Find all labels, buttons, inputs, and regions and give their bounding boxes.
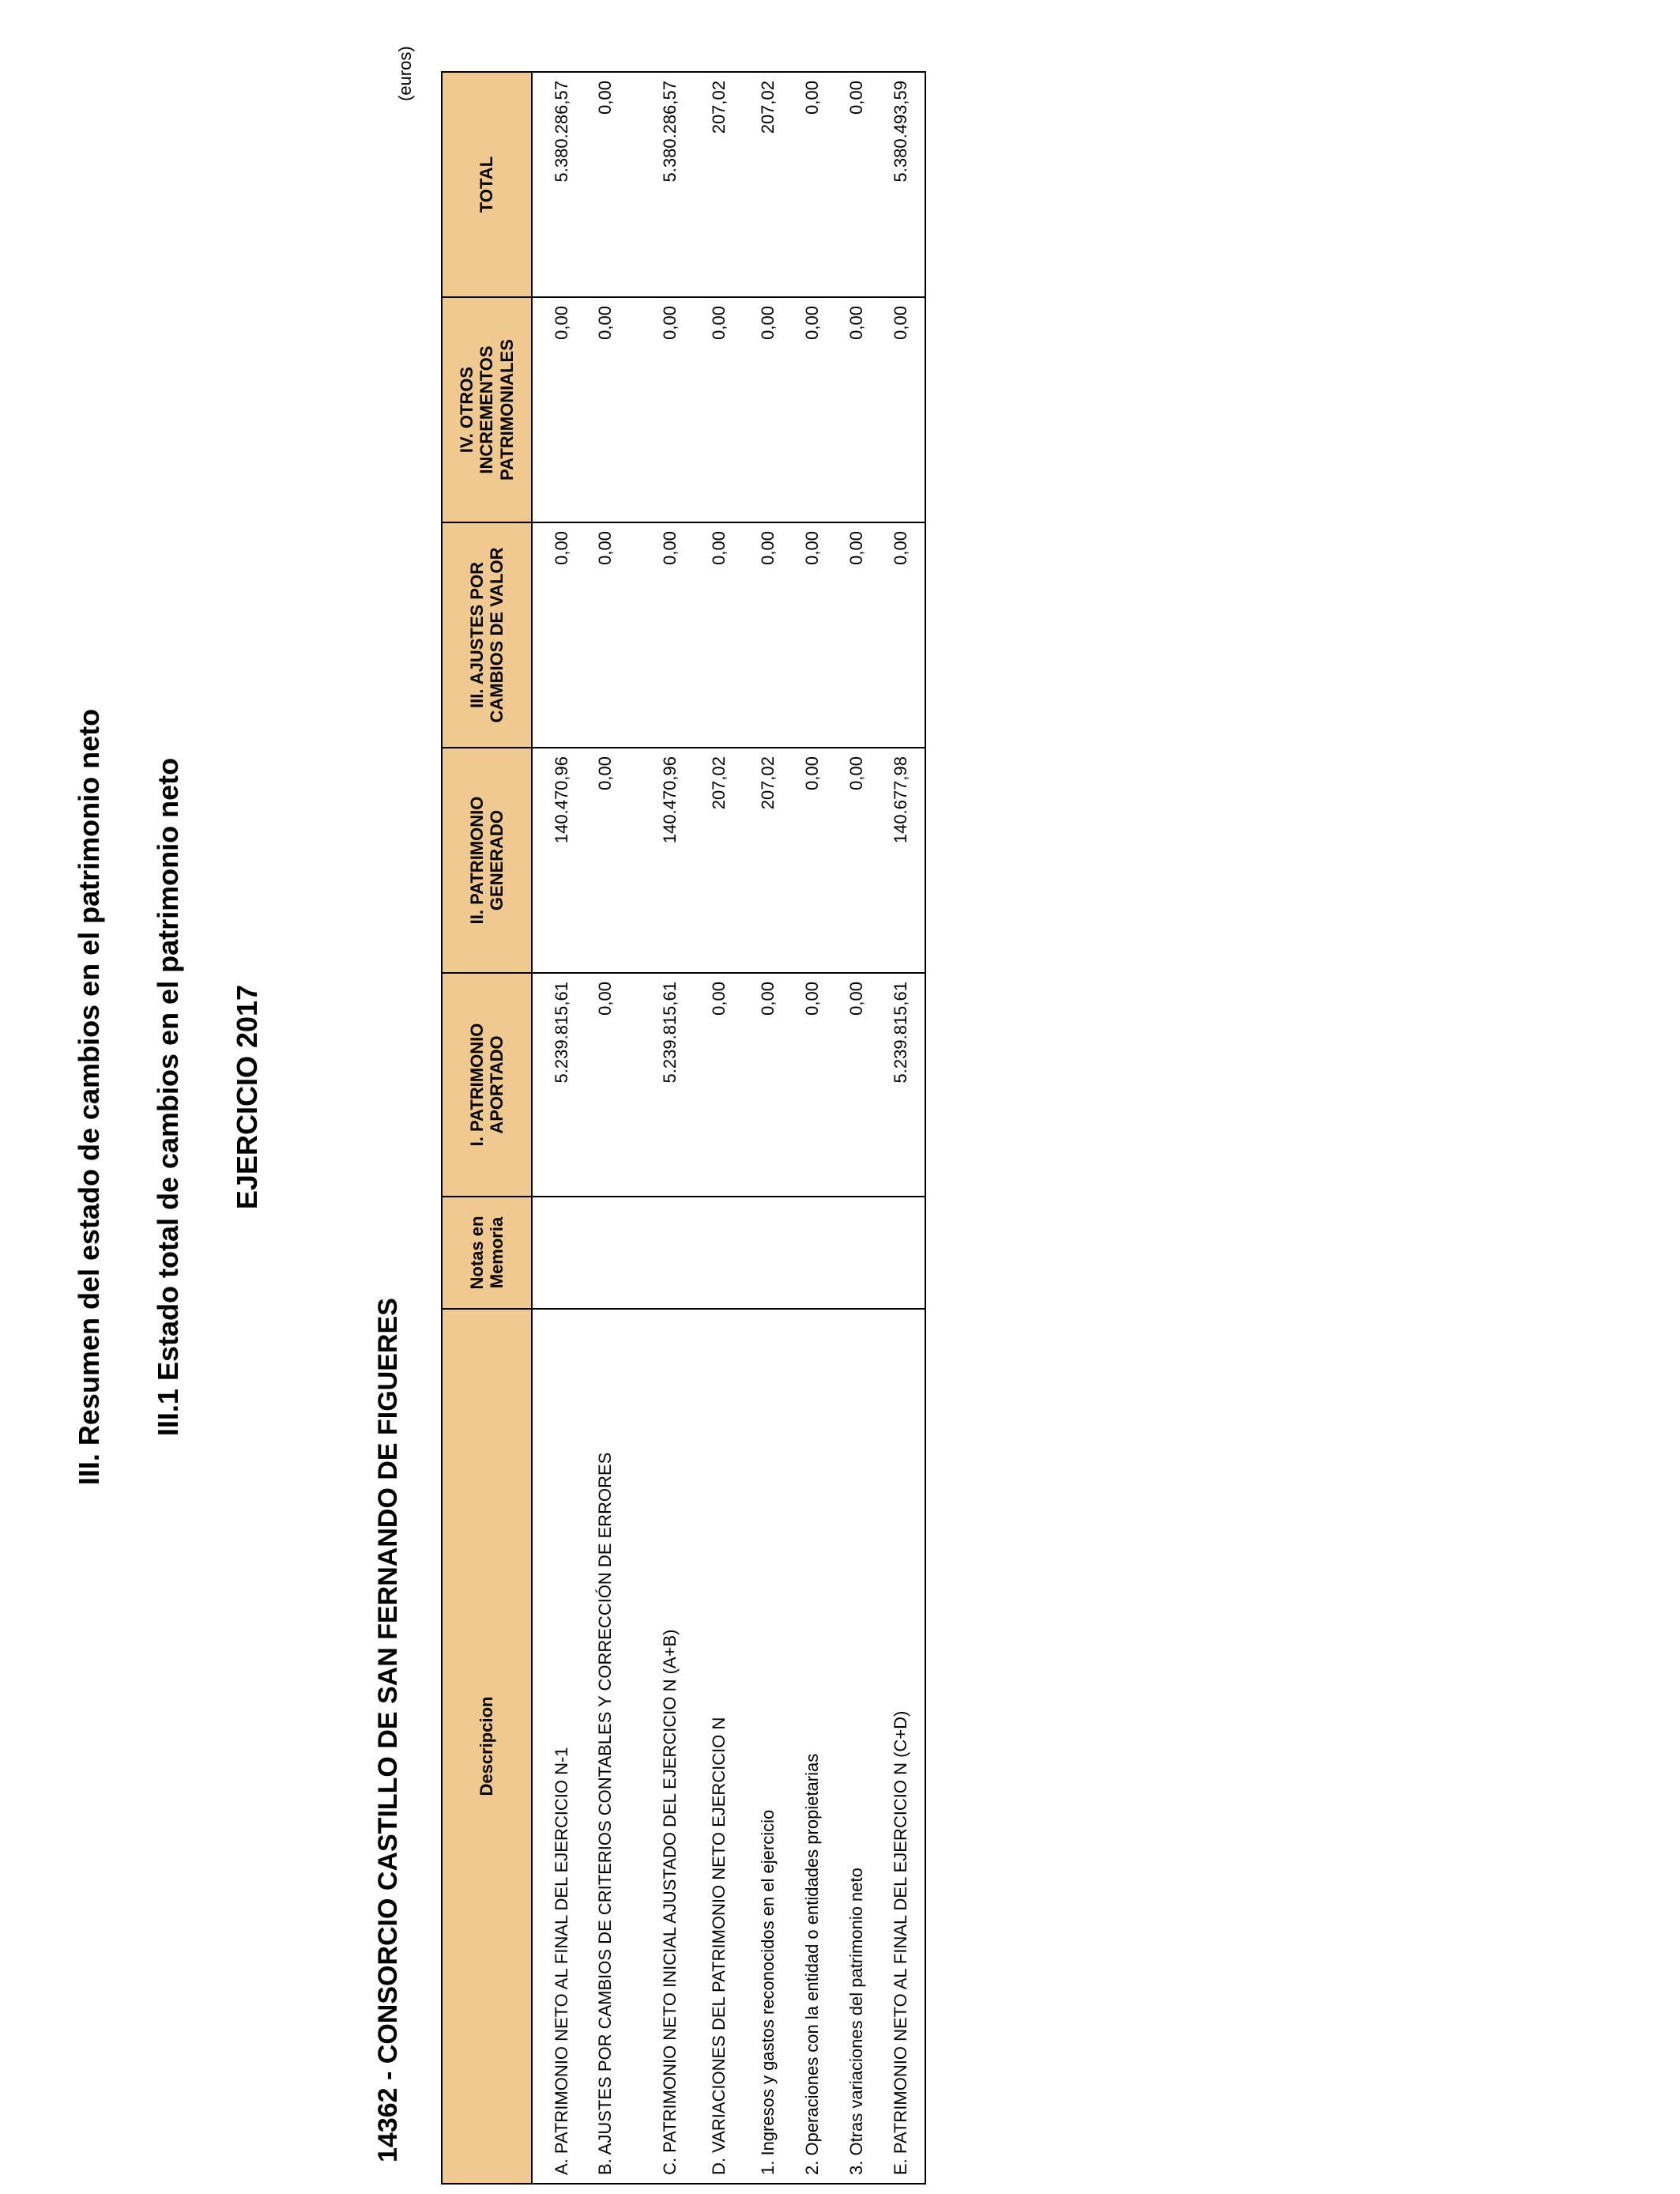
entity-title: 14362 - CONSORCIO CASTILLO DE SAN FERNANDO DE FIGUERES [373,1298,403,2162]
row-ajustes: 0,00 [891,522,925,748]
row-aportado: 0,00 [846,973,891,1197]
row-description: 1. Ingresos y gastos reconocidos en el ejercicio [758,1309,802,2184]
row-description: B. AJUSTES POR CAMBIOS DE CRITERIOS CONTABLES Y CORRECCIÓN DE ERRORES [595,1309,660,2184]
row-generado: 140.470,96 [660,748,709,973]
document-heading-main: III. Resumen del estado de cambios en el patrimonio neto [73,708,105,1486]
row-description: 2. Operaciones con la entidad o entidades propietarias [802,1309,846,2184]
row-notes [846,1197,891,1309]
header-aportado: I. PATRIMONIO APORTADO [442,973,532,1197]
row-generado: 0,00 [846,748,891,973]
row-total: 0,00 [846,72,891,297]
document-heading-sub: III.1 Estado total de cambios en el patrimonio neto [152,757,184,1437]
row-total: 207,02 [758,72,802,297]
row-notes [595,1197,660,1309]
row-ajustes: 0,00 [660,522,709,748]
header-total: TOTAL [442,72,532,297]
row-ajustes: 0,00 [802,522,846,748]
table-row [758,72,802,2184]
header-notas: Notas en Memoria [442,1197,532,1309]
row-ajustes: 0,00 [709,522,758,748]
row-notes [709,1197,758,1309]
row-aportado: 5.239.815,61 [660,973,709,1197]
row-aportado: 0,00 [595,973,660,1197]
row-otros: 0,00 [595,297,660,522]
row-otros: 0,00 [758,297,802,522]
table-row [660,72,709,2184]
row-total: 207,02 [709,72,758,297]
row-generado: 207,02 [709,748,758,973]
row-notes [532,1197,595,1309]
row-generado: 0,00 [595,748,660,973]
row-aportado: 0,00 [709,973,758,1197]
row-otros: 0,00 [891,297,925,522]
table-row [846,72,891,2184]
row-total: 0,00 [802,72,846,297]
row-otros: 0,00 [660,297,709,522]
row-notes [802,1197,846,1309]
row-ajustes: 0,00 [595,522,660,748]
equity-changes-table-wrapper [441,71,926,2185]
row-notes [758,1197,802,1309]
document-heading-year: EJERCICIO 2017 [231,984,263,1210]
row-otros: 0,00 [846,297,891,522]
row-description: 3. Otras variaciones del patrimonio neto [846,1309,891,2184]
row-notes [660,1197,709,1309]
row-otros: 0,00 [532,297,595,522]
row-otros: 0,00 [709,297,758,522]
header-descripcion: Descripcion [442,1309,532,2184]
row-description: E. PATRIMONIO NETO AL FINAL DEL EJERCICIO N (C+D) [891,1309,925,2184]
currency-note: (euros) [395,46,415,101]
row-total: 5.380.493,59 [891,72,925,297]
row-ajustes: 0,00 [758,522,802,748]
row-ajustes: 0,00 [846,522,891,748]
row-aportado: 0,00 [802,973,846,1197]
row-otros: 0,00 [802,297,846,522]
row-notes [891,1197,925,1309]
table-row [709,72,758,2184]
row-aportado: 0,00 [758,973,802,1197]
row-total: 5.380.286,57 [532,72,595,297]
row-total: 5.380.286,57 [660,72,709,297]
row-aportado: 5.239.815,61 [532,973,595,1197]
row-aportado: 5.239.815,61 [891,973,925,1197]
header-otros: IV. OTROS INCREMENTOS PATRIMONIALES [442,297,532,522]
row-generado: 140.470,96 [532,748,595,973]
table-row [802,72,846,2184]
row-generado: 140.677,98 [891,748,925,973]
row-generado: 0,00 [802,748,846,973]
header-ajustes: III. AJUSTES POR CAMBIOS DE VALOR [442,522,532,748]
row-description: C. PATRIMONIO NETO INICIAL AJUSTADO DEL EJERCICIO N (A+B) [660,1309,709,2184]
row-generado: 207,02 [758,748,802,973]
row-ajustes: 0,00 [532,522,595,748]
table-header-row [442,72,532,2184]
equity-changes-table [441,71,926,2185]
row-total: 0,00 [595,72,660,297]
row-description: D. VARIACIONES DEL PATRIMONIO NETO EJERCICIO N [709,1309,758,2184]
row-description: A. PATRIMONIO NETO AL FINAL DEL EJERCICIO N-1 [532,1309,595,2184]
table-row [891,72,925,2184]
table-row [595,72,660,2184]
header-generado: II. PATRIMONIO GENERADO [442,748,532,973]
table-row [532,72,595,2184]
